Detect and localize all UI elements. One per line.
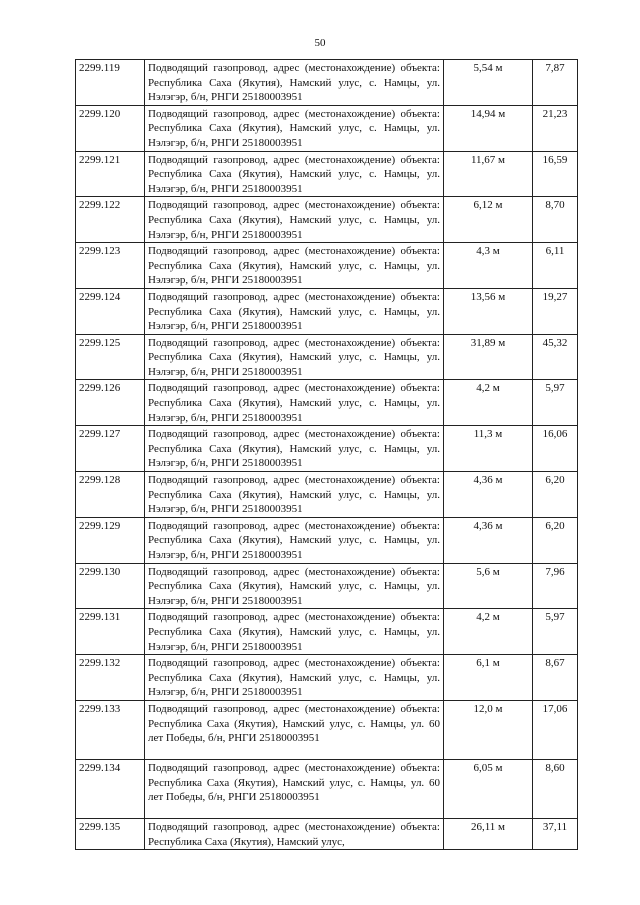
row-number: 2299.122 <box>76 197 145 243</box>
row-value: 17,06 <box>533 700 578 759</box>
row-value: 7,87 <box>533 60 578 106</box>
table-row <box>76 818 578 849</box>
row-number: 2299.131 <box>76 609 145 655</box>
row-value: 45,32 <box>533 334 578 380</box>
table-row <box>76 759 578 818</box>
table-row <box>76 243 578 289</box>
row-description: Подводящий газопровод, адрес (местонахождение) объекта: Республика Саха (Якутия), Намский улус, с. Намцы, ул. Нэлэгэр, б/н, РНГИ 25180003951 <box>145 426 444 472</box>
table-row <box>76 197 578 243</box>
row-length: 5,54 м <box>444 60 533 106</box>
table-row <box>76 334 578 380</box>
row-number: 2299.133 <box>76 700 145 759</box>
row-value: 8,60 <box>533 759 578 818</box>
row-value: 6,20 <box>533 517 578 563</box>
row-description: Подводящий газопровод, адрес (местонахождение) объекта: Республика Саха (Якутия), Намский улус, с. Намцы, ул. Нэлэгэр, б/н, РНГИ 25180003951 <box>145 105 444 151</box>
row-length: 31,89 м <box>444 334 533 380</box>
row-description: Подводящий газопровод, адрес (местонахождение) объекта: Республика Саха (Якутия), Намский улус, с. Намцы, ул. Нэлэгэр, б/н, РНГИ 25180003951 <box>145 609 444 655</box>
row-length: 4,2 м <box>444 609 533 655</box>
table-row <box>76 60 578 106</box>
row-number: 2299.124 <box>76 288 145 334</box>
row-description: Подводящий газопровод, адрес (местонахождение) объекта: Республика Саха (Якутия), Намский улус, с. Намцы, ул. 60 лет Победы, б/н, РНГИ 25180003951 <box>145 700 444 759</box>
row-length: 13,56 м <box>444 288 533 334</box>
row-length: 12,0 м <box>444 700 533 759</box>
row-length: 6,1 м <box>444 655 533 701</box>
row-length: 6,12 м <box>444 197 533 243</box>
row-value: 8,70 <box>533 197 578 243</box>
row-value: 6,20 <box>533 472 578 518</box>
table-row <box>76 288 578 334</box>
row-description: Подводящий газопровод, адрес (местонахождение) объекта: Республика Саха (Якутия), Намский улус, с. Намцы, ул. Нэлэгэр, б/н, РНГИ 25180003951 <box>145 243 444 289</box>
row-number: 2299.120 <box>76 105 145 151</box>
row-length: 6,05 м <box>444 759 533 818</box>
row-value: 19,27 <box>533 288 578 334</box>
row-description: Подводящий газопровод, адрес (местонахождение) объекта: Республика Саха (Якутия), Намский улус, с. Намцы, ул. Нэлэгэр, б/н, РНГИ 25180003951 <box>145 151 444 197</box>
row-number: 2299.121 <box>76 151 145 197</box>
table-row <box>76 151 578 197</box>
row-description: Подводящий газопровод, адрес (местонахождение) объекта: Республика Саха (Якутия), Намский улус, с. Намцы, ул. 60 лет Победы, б/н, РНГИ 25180003951 <box>145 759 444 818</box>
row-length: 11,67 м <box>444 151 533 197</box>
table-row <box>76 472 578 518</box>
row-description: Подводящий газопровод, адрес (местонахождение) объекта: Республика Саха (Якутия), Намский улус, с. Намцы, ул. Нэлэгэр, б/н, РНГИ 25180003951 <box>145 655 444 701</box>
row-description: Подводящий газопровод, адрес (местонахождение) объекта: Республика Саха (Якутия), Намский улус, с. Намцы, ул. Нэлэгэр, б/н, РНГИ 25180003951 <box>145 197 444 243</box>
row-length: 4,36 м <box>444 517 533 563</box>
row-value: 7,96 <box>533 563 578 609</box>
row-number: 2299.127 <box>76 426 145 472</box>
row-number: 2299.134 <box>76 759 145 818</box>
row-description: Подводящий газопровод, адрес (местонахождение) объекта: Республика Саха (Якутия), Намский улус, с. Намцы, ул. Нэлэгэр, б/н, РНГИ 25180003951 <box>145 472 444 518</box>
row-description: Подводящий газопровод, адрес (местонахождение) объекта: Республика Саха (Якутия), Намский улус, с. Намцы, ул. Нэлэгэр, б/н, РНГИ 25180003951 <box>145 288 444 334</box>
row-value: 8,67 <box>533 655 578 701</box>
row-value: 5,97 <box>533 380 578 426</box>
row-number: 2299.128 <box>76 472 145 518</box>
row-number: 2299.126 <box>76 380 145 426</box>
row-value: 5,97 <box>533 609 578 655</box>
table-row <box>76 700 578 759</box>
row-value: 21,23 <box>533 105 578 151</box>
table-row <box>76 655 578 701</box>
row-number: 2299.132 <box>76 655 145 701</box>
table-row <box>76 426 578 472</box>
row-number: 2299.130 <box>76 563 145 609</box>
table-row <box>76 517 578 563</box>
row-number: 2299.123 <box>76 243 145 289</box>
row-description: Подводящий газопровод, адрес (местонахождение) объекта: Республика Саха (Якутия), Намский улус, с. Намцы, ул. Нэлэгэр, б/н, РНГИ 25180003951 <box>145 517 444 563</box>
row-value: 16,06 <box>533 426 578 472</box>
row-length: 4,36 м <box>444 472 533 518</box>
row-length: 11,3 м <box>444 426 533 472</box>
property-registry-table <box>75 59 578 850</box>
table-row <box>76 380 578 426</box>
table-row <box>76 609 578 655</box>
table-row <box>76 563 578 609</box>
row-description: Подводящий газопровод, адрес (местонахождение) объекта: Республика Саха (Якутия), Намский улус, с. Намцы, ул. Нэлэгэр, б/н, РНГИ 25180003951 <box>145 380 444 426</box>
row-number: 2299.135 <box>76 818 145 849</box>
row-length: 14,94 м <box>444 105 533 151</box>
row-length: 5,6 м <box>444 563 533 609</box>
table-row <box>76 105 578 151</box>
row-description: Подводящий газопровод, адрес (местонахождение) объекта: Республика Саха (Якутия), Намский улус, <box>145 818 444 849</box>
row-number: 2299.119 <box>76 60 145 106</box>
row-value: 6,11 <box>533 243 578 289</box>
row-length: 4,3 м <box>444 243 533 289</box>
row-value: 16,59 <box>533 151 578 197</box>
page-number: 50 <box>314 37 326 49</box>
row-number: 2299.125 <box>76 334 145 380</box>
row-length: 26,11 м <box>444 818 533 849</box>
row-description: Подводящий газопровод, адрес (местонахождение) объекта: Республика Саха (Якутия), Намский улус, с. Намцы, ул. Нэлэгэр, б/н, РНГИ 25180003951 <box>145 334 444 380</box>
row-description: Подводящий газопровод, адрес (местонахождение) объекта: Республика Саха (Якутия), Намский улус, с. Намцы, ул. Нэлэгэр, б/н, РНГИ 25180003951 <box>145 563 444 609</box>
row-length: 4,2 м <box>444 380 533 426</box>
row-description: Подводящий газопровод, адрес (местонахождение) объекта: Республика Саха (Якутия), Намский улус, с. Намцы, ул. Нэлэгэр, б/н, РНГИ 25180003951 <box>145 60 444 106</box>
row-value: 37,11 <box>533 818 578 849</box>
row-number: 2299.129 <box>76 517 145 563</box>
